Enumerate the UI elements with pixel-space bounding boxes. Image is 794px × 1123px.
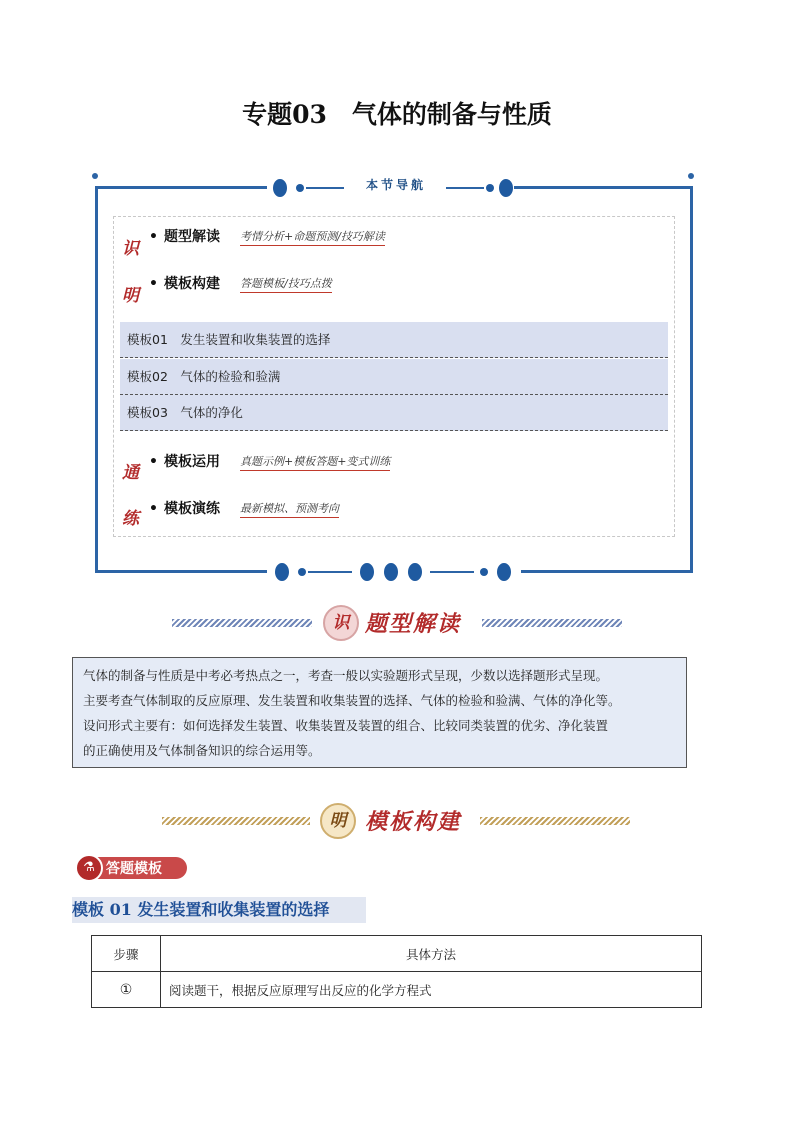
seal-shi-icon: 识 (323, 605, 359, 641)
side-char-shi: 识 (122, 239, 139, 259)
nav-item-label: 模板演练 (163, 501, 220, 517)
side-char-ming: 明 (122, 286, 139, 306)
banner-stripe (172, 619, 312, 627)
intro-line: 设问形式主要有：如何选择发生装置、收集装置及装置的组合、比较同类装置的优劣、净化装置 (83, 718, 609, 733)
intro-box (72, 657, 687, 768)
frame-corner-dot (92, 173, 98, 179)
frame-ornament-dot (408, 563, 422, 581)
frame-ornament-dot (384, 563, 398, 581)
intro-line: 的正确使用及气体制备知识的综合运用等。 (83, 743, 321, 758)
intro-line: 主要考查气体制取的反应原理、发生装置和收集装置的选择、气体的检验和验满、气体的净化等。 (83, 693, 621, 708)
bullet-icon: • (149, 229, 158, 245)
nav-item-build[interactable] (149, 273, 220, 293)
nav-item-desc: 真题示例+模板答题+变式训练 (240, 453, 390, 471)
section-banner-build (162, 802, 630, 840)
frame-ornament-dot (298, 568, 306, 576)
badge-label: 答题模板 (106, 861, 162, 877)
nav-item-apply[interactable] (149, 451, 220, 471)
frame-ornament-line (430, 571, 474, 573)
bullet-icon: • (149, 501, 158, 517)
table-header-row (92, 936, 702, 972)
frame-ornament-dot (497, 563, 511, 581)
frame-ornament-dot (273, 179, 287, 197)
nav-template-2[interactable]: 模板02 气体的检验和验满 (120, 359, 668, 395)
step-method: 阅读题干，根据反应原理写出反应的化学方程式 (161, 972, 702, 1008)
template-section-title: 模板 01 发生装置和收集装置的选择 (72, 897, 366, 923)
frame-ornament-line (306, 187, 344, 189)
flask-icon: ⚗ (75, 854, 103, 882)
table-row (92, 972, 702, 1008)
nav-item-label: 模板运用 (163, 454, 220, 470)
seal-ming-icon: 明 (320, 803, 356, 839)
side-char-lian: 练 (122, 509, 139, 529)
banner-title: 模板构建 (365, 809, 462, 835)
frame-top-right-line (514, 186, 693, 189)
bullet-icon: • (149, 276, 158, 292)
intro-line: 气体的制备与性质是中考必考热点之一，考查一般以实验题形式呈现，少数以选择题形式呈现。 (83, 668, 609, 683)
nav-item-desc: 考情分析+命题预测/技巧解读 (240, 228, 385, 246)
frame-corner-dot (688, 173, 694, 179)
nav-item-label: 模板构建 (163, 276, 220, 292)
banner-title: 题型解读 (365, 611, 462, 637)
frame-top-left-line (95, 186, 267, 189)
bullet-icon: • (149, 454, 158, 470)
nav-item-desc: 最新模拟、预测考向 (240, 500, 339, 518)
banner-stripe (480, 817, 630, 825)
side-char-tong: 通 (122, 463, 139, 483)
table-header-cell: 步骤 (92, 936, 161, 972)
banner-stripe (482, 619, 622, 627)
steps-table (91, 935, 702, 1008)
nav-item-practice[interactable] (149, 498, 220, 518)
frame-ornament-dot (480, 568, 488, 576)
nav-item-interpret[interactable] (149, 226, 220, 246)
nav-template-3[interactable]: 模板03 气体的净化 (120, 395, 668, 431)
frame-ornament-dot (296, 184, 304, 192)
nav-item-label: 题型解读 (163, 229, 220, 245)
section-banner-interpret (172, 604, 622, 642)
step-number: ① (92, 972, 161, 1008)
answer-template-badge (75, 854, 187, 882)
nav-header: 本节导航 (365, 178, 426, 192)
nav-template-1[interactable]: 模板01 发生装置和收集装置的选择 (120, 322, 668, 358)
frame-ornament-dot (275, 563, 289, 581)
banner-stripe (162, 817, 310, 825)
frame-ornament-line (446, 187, 484, 189)
nav-item-desc: 答题模板/技巧点拨 (240, 275, 332, 293)
frame-ornament-dot (360, 563, 374, 581)
table-header-cell: 具体方法 (161, 936, 702, 972)
frame-bottom-right-line (521, 570, 693, 573)
frame-ornament-dot (486, 184, 494, 192)
frame-bottom-left-line (95, 570, 267, 573)
frame-ornament-line (308, 571, 352, 573)
page-title: 专题03 气体的制备与性质 (242, 100, 552, 129)
frame-ornament-dot (499, 179, 513, 197)
